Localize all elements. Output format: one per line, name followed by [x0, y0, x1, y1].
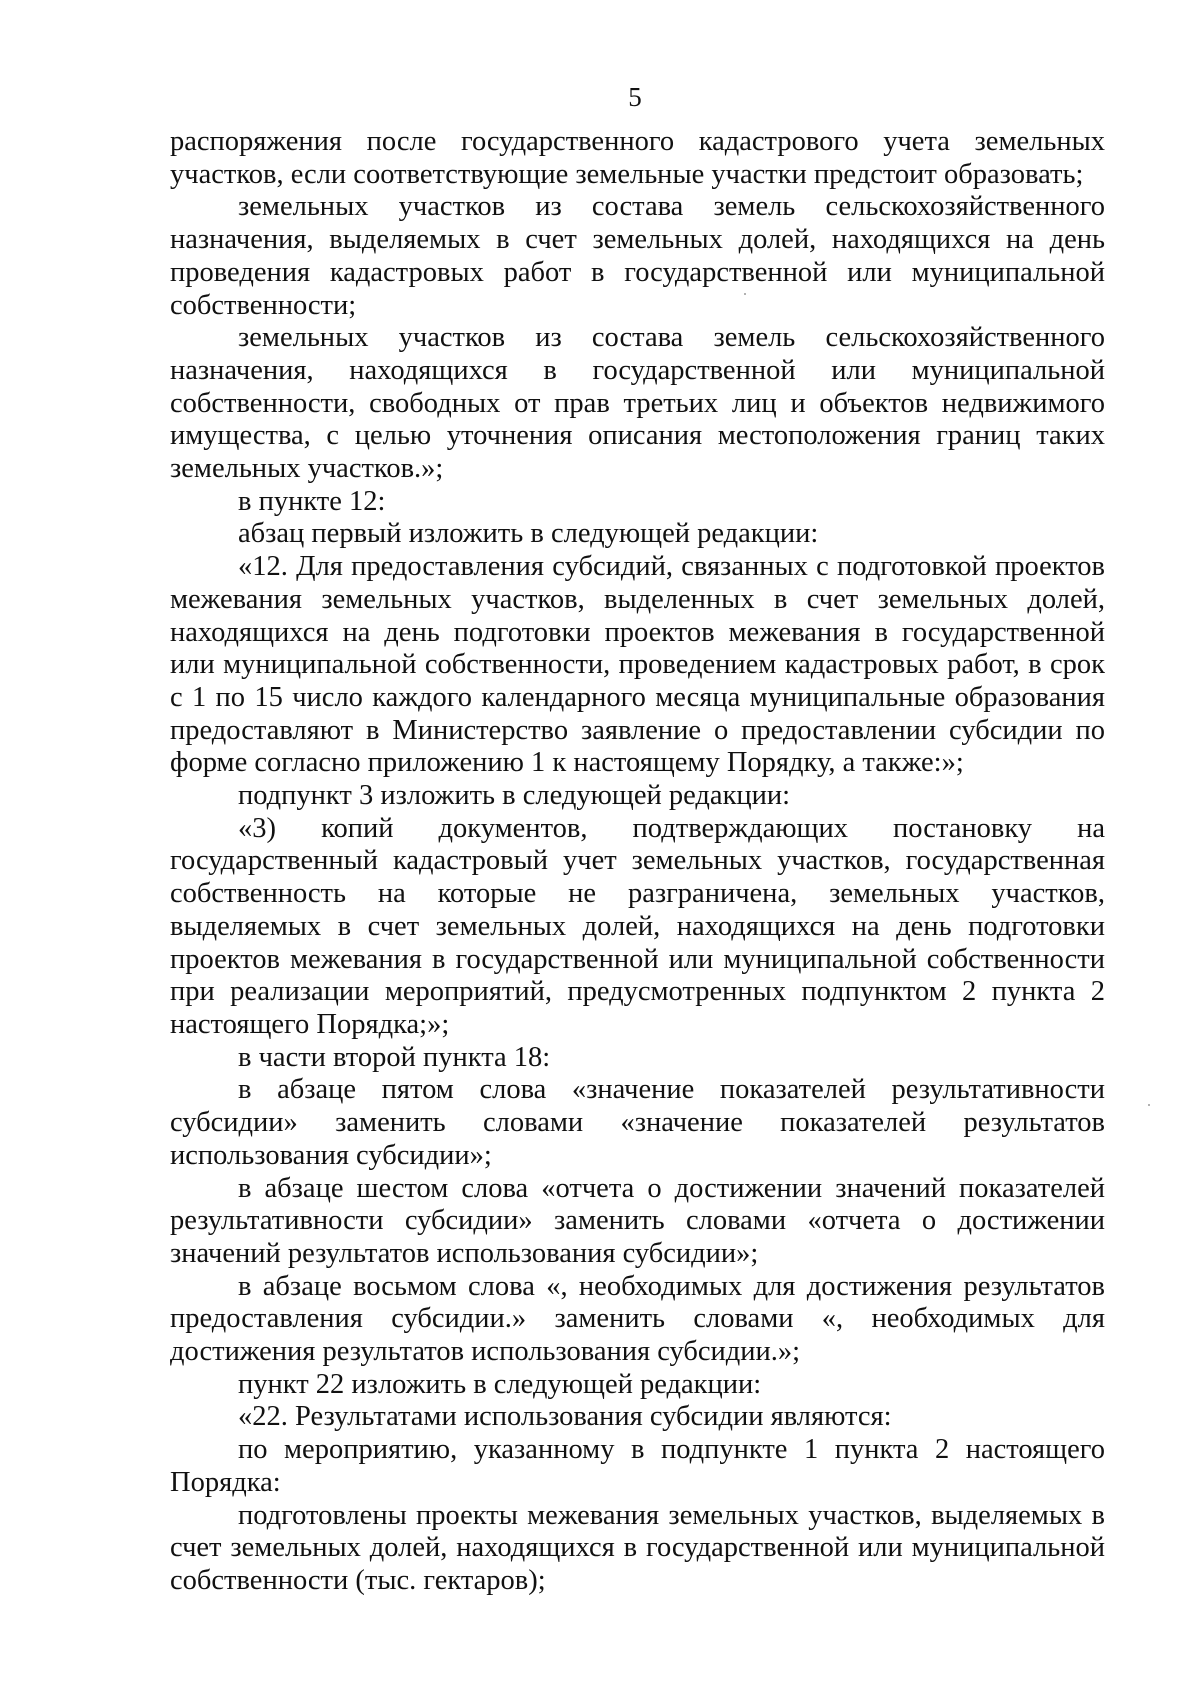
paragraph: подготовлены проекты межевания земельных участков, выделяемых в счет земельных долей, находящихся в государственной или муниципальной собственности (тыс. гектаров); — [170, 1499, 1105, 1596]
document-body — [170, 126, 1105, 1598]
paragraph: в абзаце восьмом слова «, необходимых для достижения результатов предоставления субсидии.» заменить словами «, необходимых для достижения результатов использования субсидии.»; — [170, 1270, 1105, 1368]
paragraph: земельных участков из состава земель сельскохозяйственного назначения, выделяемых в счет земельных долей, находящихся на день проведения кадастровых работ в государственной или муниципальной собственности; — [170, 191, 1105, 321]
paragraph: в абзаце пятом слова «значение показателей результативности субсидии» заменить словами «значение показателей результатов использования субсидии»; — [170, 1074, 1105, 1171]
paragraph: в пункте 12: — [238, 485, 386, 517]
paragraph: распоряжения после государственного кадастрового учета земельных участков, если соответствующие земельные участки предстоит образовать; — [170, 126, 1105, 190]
paragraph: подпункт 3 изложить в следующей редакции: — [238, 780, 791, 812]
paragraph: земельных участков из состава земель сельскохозяйственного назначения, находящихся в государственной или муниципальной собственности, свободных от прав третьих лиц и объектов недвижимого имущества, с целью уточнения описания местоположения границ таких земельных участков.»; — [170, 322, 1105, 485]
paragraph: пункт 22 изложить в следующей редакции: — [238, 1368, 762, 1400]
paragraph: «3) копий документов, подтверждающих постановку на государственный кадастровый учет земельных участков, государственная собственность на которые не разграничена, земельных участков, выделяемых в счет земельных долей, находящихся на день подготовки проектов межевания в государственной или муниципальной собственности при реализации мероприятий, предусмотренных подпунктом 2 пункта 2 настоящего Порядка;»; — [170, 812, 1105, 1040]
paragraph: абзац первый изложить в следующей редакции: — [238, 518, 819, 550]
paragraph: «22. Результатами использования субсидии являются: — [238, 1401, 892, 1433]
paragraph: по мероприятию, указанному в подпункте 1 пункта 2 настоящего Порядка: — [170, 1434, 1105, 1498]
paragraph: «12. Для предоставления субсидий, связанных с подготовкой проектов межевания земельных участков, выделенных в счет земельных долей, находящихся на день подготовки проектов межевания в государственной или муниципальной собственности, проведением кадастровых работ, в срок с 1 по 15 число каждого календарного месяца муниципальные образования предоставляют в Министерство заявление о предоставлении субсидии по форме согласно приложению 1 к настоящему Порядку, а также:»; — [170, 551, 1105, 779]
scan-speck — [1148, 1104, 1150, 1106]
scan-speck — [744, 293, 746, 295]
paragraph: в абзаце шестом слова «отчета о достижении значений показателей результативности субсидии» заменить словами «отчета о достижении значений результатов использования субсидии»; — [170, 1172, 1105, 1269]
page-number: 5 — [628, 82, 642, 112]
paragraph: в части второй пункта 18: — [238, 1041, 551, 1073]
